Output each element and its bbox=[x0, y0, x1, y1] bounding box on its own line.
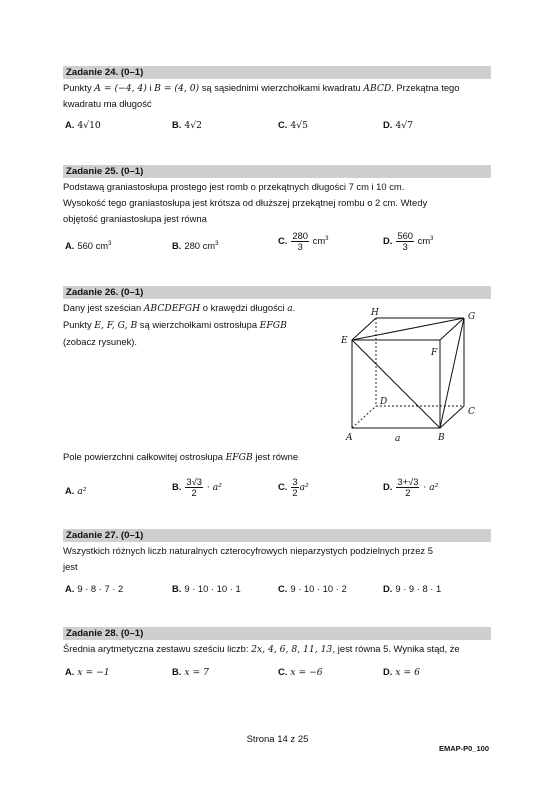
answer-a[interactable] bbox=[65, 119, 101, 131]
task-27 bbox=[63, 529, 491, 609]
edge-gb bbox=[440, 318, 464, 428]
fraction bbox=[396, 477, 419, 498]
fraction bbox=[291, 477, 298, 498]
answer-d[interactable] bbox=[383, 119, 413, 131]
task-line: Wysokość tego graniastosłupa jest krótsza od dłuższej przekątnej rombu o 2 cm. Wtedy bbox=[63, 197, 428, 208]
answer-letter: D. bbox=[383, 234, 393, 246]
answer-value: a² bbox=[299, 481, 309, 493]
answer-letter: A. bbox=[65, 485, 75, 496]
answer-c[interactable] bbox=[278, 666, 323, 678]
answer-options bbox=[63, 666, 491, 692]
label-f: F bbox=[431, 348, 438, 358]
fraction bbox=[291, 231, 309, 252]
answer-c[interactable] bbox=[278, 231, 328, 252]
answer-value: 9 · 10 · 10 · 2 bbox=[290, 583, 347, 594]
text-fragment: Punkty bbox=[63, 319, 95, 330]
answer-letter: B. bbox=[172, 240, 182, 251]
answer-a[interactable] bbox=[65, 666, 110, 678]
text-fragment: jest równa 5. Wynika stąd, że bbox=[335, 643, 460, 654]
text-fragment: i bbox=[146, 82, 155, 93]
answer-letter: A. bbox=[65, 119, 75, 130]
answer-value: x = 6 bbox=[395, 667, 420, 678]
task-line: jest bbox=[63, 561, 78, 572]
edge-eg bbox=[352, 318, 464, 340]
math-number-set: 2x, 4, 6, 8, 11, 13, bbox=[251, 644, 336, 655]
fraction-denominator: 2 bbox=[191, 487, 197, 498]
answer-options bbox=[63, 230, 491, 262]
answer-letter: D. bbox=[383, 666, 393, 677]
answer-value: 9 · 10 · 10 · 1 bbox=[184, 583, 241, 594]
answer-letter: C. bbox=[278, 480, 288, 492]
answer-letter: D. bbox=[383, 119, 393, 130]
answer-value: 4√2 bbox=[184, 120, 202, 131]
task-header: Zadanie 24. (0–1) bbox=[63, 66, 491, 79]
answer-c[interactable] bbox=[278, 477, 309, 498]
answer-letter: A. bbox=[65, 240, 75, 251]
answer-value: a² bbox=[77, 486, 87, 497]
answer-letter: C. bbox=[278, 234, 288, 246]
answer-c[interactable] bbox=[278, 119, 308, 131]
answer-options bbox=[63, 476, 491, 505]
task-text bbox=[63, 80, 493, 111]
text-fragment: są wierzchołkami ostrosłupa bbox=[137, 319, 260, 330]
fraction bbox=[396, 231, 414, 252]
answer-c[interactable] bbox=[278, 583, 347, 594]
math-point-b: B = (4, 0) bbox=[154, 83, 200, 94]
answer-value: 9 · 9 · 8 · 1 bbox=[395, 583, 442, 594]
hidden-edge-ad bbox=[352, 406, 376, 428]
task-header: Zadanie 27. (0–1) bbox=[63, 529, 491, 542]
answer-value: 4√5 bbox=[290, 120, 308, 131]
answer-value: · a² bbox=[203, 481, 222, 493]
task-line: Wszystkich różnych liczb naturalnych czterocyfrowych nieparzystych podzielnych przez 5 bbox=[63, 545, 433, 556]
answer-letter: B. bbox=[172, 583, 182, 594]
answer-b[interactable] bbox=[172, 583, 241, 594]
answer-options bbox=[63, 583, 491, 609]
fraction-denominator: 2 bbox=[292, 487, 298, 498]
answer-unit: cm bbox=[310, 234, 326, 246]
edge-eh bbox=[352, 318, 376, 340]
answer-exponent: 3 bbox=[215, 240, 219, 247]
answer-letter: D. bbox=[383, 480, 393, 492]
answer-letter: B. bbox=[172, 119, 182, 130]
edge-eb bbox=[352, 340, 440, 428]
answer-value: 280 cm bbox=[184, 240, 216, 251]
label-e: E bbox=[341, 336, 348, 346]
answer-exponent: 3 bbox=[430, 235, 434, 242]
text-fragment: są sąsiednimi wierzchołkami kwadratu bbox=[199, 82, 364, 93]
fraction-numerator: 3 bbox=[292, 476, 298, 487]
fraction-numerator: 560 bbox=[397, 230, 414, 241]
answer-d[interactable] bbox=[383, 583, 441, 594]
label-d: D bbox=[380, 397, 388, 407]
cube-figure bbox=[338, 306, 488, 446]
label-a: A bbox=[346, 433, 353, 443]
task-28 bbox=[63, 627, 491, 692]
text-fragment: jest równe bbox=[252, 451, 299, 462]
task-line: (zobacz rysunek). bbox=[63, 336, 137, 347]
answer-exponent: 3 bbox=[108, 240, 112, 247]
math-pyramid: EFGB bbox=[225, 452, 253, 463]
answer-value: · a² bbox=[420, 481, 439, 493]
answer-d[interactable] bbox=[383, 666, 420, 678]
task-line: objętość graniastosłupa jest równa bbox=[63, 213, 207, 224]
task-question bbox=[63, 449, 298, 465]
label-edge-a: a bbox=[395, 434, 401, 444]
answer-letter: B. bbox=[172, 666, 182, 677]
math-edge: a bbox=[287, 303, 293, 314]
label-h: H bbox=[371, 308, 379, 318]
math-points: E, F, G, B bbox=[94, 320, 138, 331]
fraction-denominator: 3 bbox=[297, 241, 303, 252]
answer-b[interactable] bbox=[172, 240, 218, 251]
math-cube-name: ABCDEFGH bbox=[143, 303, 201, 314]
fraction-denominator: 2 bbox=[405, 487, 411, 498]
answer-value: x = −6 bbox=[290, 667, 323, 678]
text-fragment: Punkty bbox=[63, 82, 95, 93]
answer-unit: cm bbox=[415, 234, 431, 246]
answer-letter: C. bbox=[278, 583, 288, 594]
answer-letter: A. bbox=[65, 583, 75, 594]
answer-d[interactable] bbox=[383, 477, 438, 498]
task-header: Zadanie 26. (0–1) bbox=[63, 286, 491, 299]
math-point-a: A = (−4, 4) bbox=[94, 83, 147, 94]
text-fragment: o krawędzi długości bbox=[200, 302, 288, 313]
answer-b[interactable] bbox=[172, 666, 209, 678]
task-line bbox=[63, 641, 491, 657]
fraction-numerator: 280 bbox=[292, 230, 309, 241]
label-g: G bbox=[468, 312, 476, 322]
answer-value: 4√7 bbox=[395, 120, 413, 131]
answer-value: x = 7 bbox=[184, 667, 209, 678]
answer-a[interactable] bbox=[65, 240, 111, 251]
answer-value: 9 · 8 · 7 · 2 bbox=[77, 583, 124, 594]
page-number: Strona 14 z 25 bbox=[246, 734, 309, 745]
task-header: Zadanie 28. (0–1) bbox=[63, 627, 491, 640]
task-26 bbox=[63, 286, 491, 498]
fraction-numerator: 3√3 bbox=[186, 476, 202, 487]
fraction-numerator: 3+√3 bbox=[397, 476, 419, 487]
math-square: ABCD bbox=[363, 83, 392, 94]
answer-letter: B. bbox=[172, 480, 182, 492]
label-b: B bbox=[438, 433, 445, 443]
label-c: C bbox=[468, 407, 475, 417]
answer-letter: A. bbox=[65, 666, 75, 677]
answer-letter: D. bbox=[383, 583, 393, 594]
answer-value: 560 cm bbox=[77, 240, 109, 251]
task-line: Podstawą graniastosłupa prostego jest romb o przekątnych długości 7 cm i 10 cm. bbox=[63, 181, 405, 192]
answer-a[interactable] bbox=[65, 583, 123, 594]
answer-options bbox=[63, 119, 491, 145]
task-25 bbox=[63, 165, 491, 262]
text-fragment: Pole powierzchni całkowitej ostrosłupa bbox=[63, 451, 226, 462]
answer-letter: C. bbox=[278, 119, 288, 130]
answer-b[interactable] bbox=[172, 477, 222, 498]
answer-exponent: 3 bbox=[325, 235, 329, 242]
math-pyramid: EFGB bbox=[259, 320, 287, 331]
answer-d[interactable] bbox=[383, 231, 433, 252]
text-fragment: . Przekątna tego kwadratu ma długość bbox=[63, 82, 460, 109]
document-code: EMAP-P0_100 bbox=[438, 744, 489, 753]
fraction-denominator: 3 bbox=[402, 241, 408, 252]
fraction bbox=[185, 477, 203, 498]
text-fragment: Dany jest sześcian bbox=[63, 302, 144, 313]
answer-a[interactable] bbox=[65, 485, 87, 497]
answer-value: 4√10 bbox=[77, 120, 101, 131]
text-fragment: . bbox=[292, 302, 296, 313]
answer-letter: C. bbox=[278, 666, 288, 677]
text-fragment: Średnia arytmetyczna zestawu sześciu liczb: bbox=[63, 643, 252, 654]
task-24 bbox=[63, 66, 491, 145]
answer-value: x = −1 bbox=[77, 667, 110, 678]
answer-b[interactable] bbox=[172, 119, 202, 131]
task-header: Zadanie 25. (0–1) bbox=[63, 165, 491, 178]
